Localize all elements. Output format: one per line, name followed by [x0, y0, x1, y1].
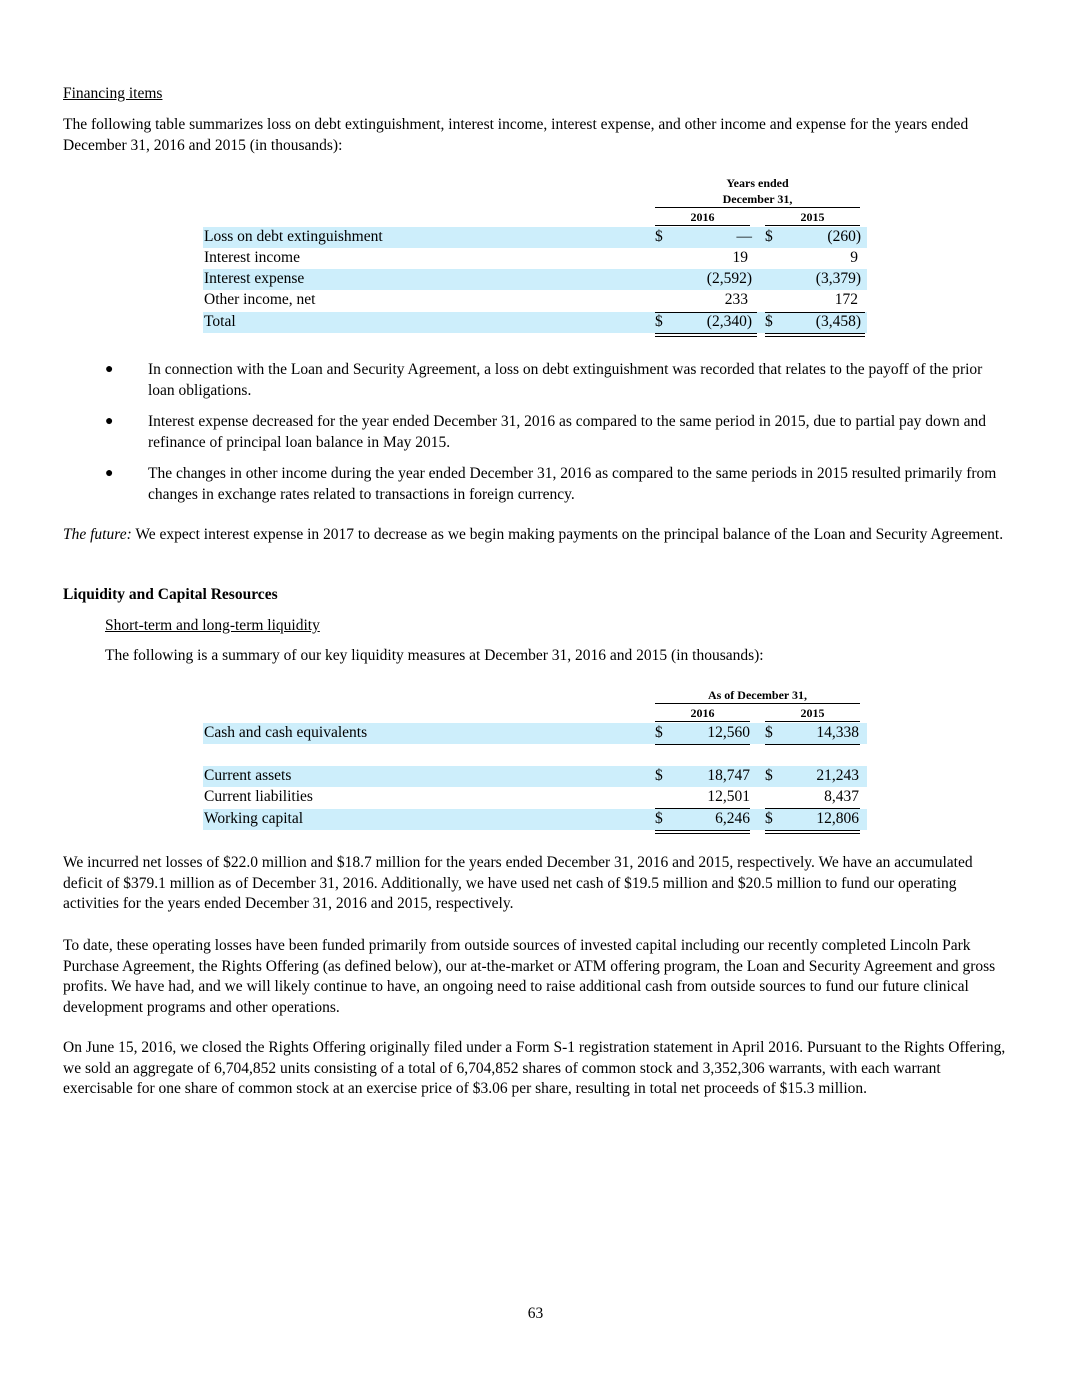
table1-col-2015: 2015 — [800, 210, 825, 224]
table-row-total — [203, 312, 867, 333]
table2-col-rule-2015 — [765, 721, 860, 722]
net-losses-paragraph: We incurred net losses of $22.0 million and $18.7 million for the years ended December 31, 2016 and 2015, respectively. We have an accumulated deficit of $379.1 million as of December 31, 2016. Additionally, we have used net cash of $19.5 million and $20.5 million to fund our operating activities for the years ended December 31, 2016 and 2015, respectively. — [63, 854, 973, 912]
currency-symbol: $ — [655, 724, 663, 741]
row-label: Loss on debt extinguishment — [204, 228, 383, 245]
future-paragraph — [63, 525, 1008, 546]
currency-symbol: $ — [655, 767, 663, 784]
total-top-rule-2015 — [765, 312, 865, 313]
bullet-icon: ● — [105, 466, 114, 481]
row-label: Current liabilities — [204, 788, 313, 805]
row-label: Interest income — [204, 249, 300, 266]
table-row — [203, 723, 867, 744]
bullet-icon: ● — [105, 414, 114, 429]
cash-bottom-rule-2016 — [655, 744, 750, 745]
row-label: Total — [204, 313, 236, 330]
table1-col-2016: 2016 — [690, 210, 715, 224]
row-label: Interest expense — [204, 270, 305, 287]
bullet-item: Interest expense decreased for the year ended December 31, 2016 as compared to the same period in 2015, due to partial pay down and refinance of principal loan balance in May 2015. — [148, 413, 986, 451]
cash-bottom-rule-2015 — [765, 744, 860, 745]
currency-symbol: $ — [655, 228, 663, 245]
total-top-rule-2016 — [655, 312, 757, 313]
total-top-rule-2016 — [655, 808, 750, 809]
currency-symbol: $ — [655, 810, 663, 827]
value-2015: (260) — [827, 228, 861, 245]
value-2015: (3,379) — [815, 270, 861, 287]
row-label: Cash and cash equivalents — [204, 724, 368, 741]
bullet-item: The changes in other income during the year ended December 31, 2016 as compared to the same periods in 2015 resulted primarily from changes in exchange rates related to transactions in foreign currency. — [148, 465, 997, 503]
financing-heading: Financing items — [63, 85, 163, 102]
table1-header-rule — [655, 207, 860, 208]
table-row — [203, 787, 867, 808]
future-label: The future: — [63, 526, 132, 543]
table2-header: As of December 31, — [707, 688, 808, 702]
value-2015: 14,338 — [816, 724, 859, 741]
table-row — [203, 248, 867, 269]
table2-col-2015: 2015 — [800, 706, 825, 720]
value-2016: 12,501 — [707, 788, 750, 805]
value-2015: (3,458) — [815, 313, 861, 330]
row-label: Other income, net — [204, 291, 316, 308]
table2-col-2016: 2016 — [690, 706, 715, 720]
table2-header-rule — [655, 703, 860, 704]
currency-symbol: $ — [765, 767, 773, 784]
page-number: 63 — [527, 1305, 544, 1322]
value-2016: 19 — [732, 249, 748, 266]
value-2016: 12,560 — [707, 724, 750, 741]
total-top-rule-2015 — [765, 808, 860, 809]
table-row — [203, 227, 867, 248]
liquidity-intro: The following is a summary of our key liquidity measures at December 31, 2016 and 2015 (in thousands): — [105, 647, 764, 664]
value-2016: (2,592) — [706, 270, 752, 287]
value-2015: 172 — [834, 291, 858, 308]
table-row — [203, 290, 867, 311]
table1-header-december: December 31, — [722, 192, 793, 206]
value-2016: (2,340) — [706, 313, 752, 330]
value-2016: 6,246 — [715, 810, 750, 827]
total-double-rule-2016 — [655, 830, 750, 834]
currency-symbol: $ — [765, 228, 773, 245]
currency-symbol: $ — [655, 313, 663, 330]
row-label: Working capital — [204, 810, 304, 827]
funding-paragraph: To date, these operating losses have been funded primarily from outside sources of invested capital including our recently completed Lincoln Park Purchase Agreement, the Rights Offering (as defined below), our at-the-market or ATM offering program, the Loan and Security Agreement and gross profits. We have had, and we will likely continue to have, an ongoing need to raise additional cash from outside sources to fund our future clinical development programs and other operations. — [63, 937, 996, 1016]
rights-offering-paragraph: On June 15, 2016, we closed the Rights Offering originally filed under a Form S-1 registration statement in April 2016. Pursuant to the Rights Offering, we sold an aggregate of 6,704,852 units consisting of a total of 6,704,852 shares of common stock and 3,352,306 warrants, with each warrant exercisable for one share of common stock at an exercise price of $3.06 per share, resulting in total net proceeds of $15.3 million. — [63, 1039, 1006, 1097]
table-row-total — [203, 809, 867, 830]
table1-header-years-ended: Years ended — [726, 176, 789, 190]
total-double-rule-2015 — [765, 333, 865, 337]
table2-col-rule-2016 — [655, 721, 750, 722]
total-double-rule-2015 — [765, 830, 860, 834]
table-row — [203, 766, 867, 787]
value-2016: 18,747 — [707, 767, 750, 784]
value-2016: 233 — [724, 291, 748, 308]
row-label: Current assets — [204, 767, 292, 784]
liquidity-heading: Liquidity and Capital Resources — [63, 586, 278, 603]
value-2015: 8,437 — [824, 788, 859, 805]
currency-symbol: $ — [765, 724, 773, 741]
financing-intro: The following table summarizes loss on debt extinguishment, interest income, interest expense, and other income and expense for the years ended December 31, 2016 and 2015 (in thousands): — [63, 116, 969, 154]
value-2015: 9 — [850, 249, 858, 266]
table1-col-rule-2016 — [655, 225, 750, 226]
currency-symbol: $ — [765, 313, 773, 330]
bullet-icon: ● — [105, 362, 114, 377]
bullet-item: In connection with the Loan and Security Agreement, a loss on debt extinguishment was recorded that relates to the payoff of the prior loan obligations. — [148, 361, 983, 399]
value-2015: 12,806 — [816, 810, 859, 827]
value-2015: 21,243 — [816, 767, 859, 784]
table1-col-rule-2015 — [765, 225, 860, 226]
liquidity-subheading: Short-term and long-term liquidity — [105, 617, 320, 634]
future-text: We expect interest expense in 2017 to decrease as we begin making payments on the principal balance of the Loan and Security Agreement. — [131, 526, 1004, 543]
value-2016: — — [736, 228, 752, 245]
table-row — [203, 269, 867, 290]
total-double-rule-2016 — [655, 333, 757, 337]
currency-symbol: $ — [765, 810, 773, 827]
